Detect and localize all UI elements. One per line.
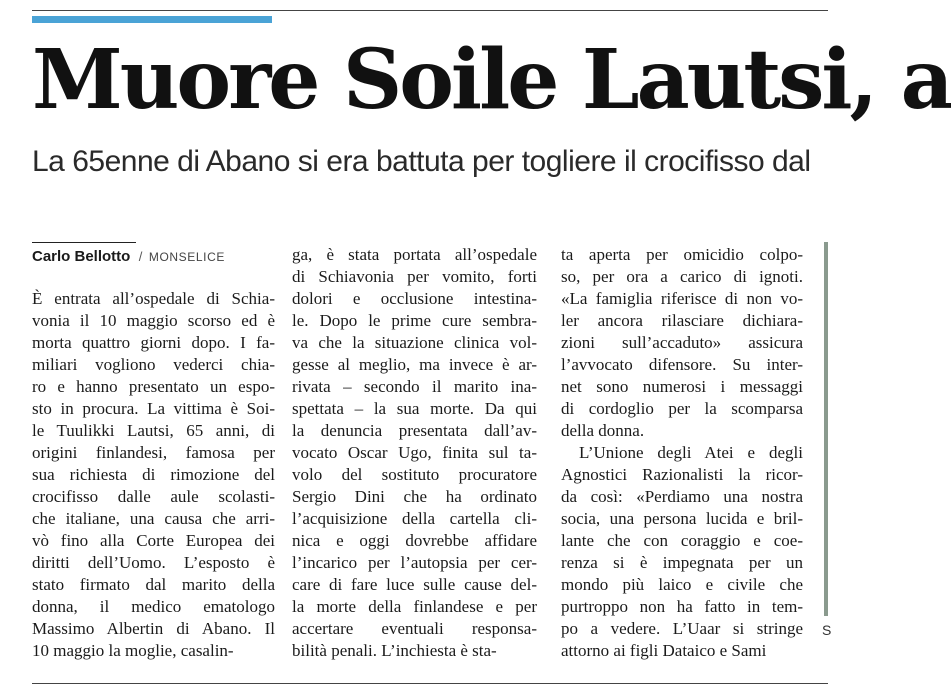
article-line: care di fare luce sulle cause del- bbox=[292, 575, 537, 594]
article-line: purtroppo non ha fatto in tem- bbox=[561, 597, 803, 616]
article-line: stato firmato dal marito della bbox=[32, 575, 275, 594]
article-line: spettata – la sua morte. Da qui bbox=[292, 399, 537, 418]
article-line: diritti dell’Uomo. L’esposto è bbox=[32, 553, 275, 572]
article-line: socia, una persona lucida e bril- bbox=[561, 509, 803, 528]
article-line: zioni sull’accaduto» assicura bbox=[561, 333, 803, 352]
article-line: va che la situazione clinica vol- bbox=[292, 333, 537, 352]
article-line: sua richiesta di rimozione del bbox=[32, 465, 275, 484]
article-line: accertare eventuali responsa- bbox=[292, 619, 537, 638]
article-line: mondo più laico e civile che bbox=[561, 575, 803, 594]
article-line: di cordoglio per la scomparsa bbox=[561, 399, 803, 418]
article-line: L’Unione degli Atei e degli bbox=[579, 443, 803, 462]
photo-edge bbox=[824, 242, 828, 616]
article-line: l’acquisizione della cartella cli- bbox=[292, 509, 537, 528]
article-line: so, per ora a carico di ignoti. bbox=[561, 267, 803, 286]
byline bbox=[32, 248, 225, 266]
article-column-3 bbox=[561, 244, 803, 662]
article-line: rivata – secondo il marito ina- bbox=[292, 377, 537, 396]
article-line: È entrata all’ospedale di Schia- bbox=[32, 289, 275, 308]
article-line: Sergio Dini che ha ordinato bbox=[292, 487, 537, 506]
article-line: l’avvocato difensore. Su inter- bbox=[561, 355, 803, 374]
article-line: miliari vogliono vederci chia- bbox=[32, 355, 275, 374]
article-line: di Schiavonia per vomito, forti bbox=[292, 267, 537, 286]
photo-caption-fragment: S bbox=[822, 622, 832, 638]
section-accent-bar bbox=[32, 16, 272, 23]
article-line: morta quattro giorni dopo. I fa- bbox=[32, 333, 275, 352]
article-line: dolori e occlusione intestina- bbox=[292, 289, 537, 308]
article-line: le. Dopo le prime cure sembra- bbox=[292, 311, 537, 330]
article-line: po a vedere. L’Uaar si stringe bbox=[561, 619, 803, 638]
article-line: 10 maggio la moglie, casalin- bbox=[32, 641, 234, 660]
article-line: della donna. bbox=[561, 421, 645, 440]
article-line: l’incarico per l’autopsia per cer- bbox=[292, 553, 537, 572]
article-line: bilità penali. L’inchiesta è sta- bbox=[292, 641, 497, 660]
byline-rule bbox=[32, 242, 136, 243]
article-line: vonia il 10 maggio scorso ed è bbox=[32, 311, 275, 330]
article-line: nica e oggi dovrebbe affidare bbox=[292, 531, 537, 550]
article-line: sto in procura. La vittima è Soi- bbox=[32, 399, 275, 418]
article-line: da così: «Perdiamo una nostra bbox=[561, 487, 803, 506]
article-line: ler ancora rilasciare dichiara- bbox=[561, 311, 803, 330]
article-line: vò fino alla Corte Europea dei bbox=[32, 531, 275, 550]
article-line: Massimo Albertin di Abano. Il bbox=[32, 619, 275, 638]
article-line: gesse al meglio, ma invece è ar- bbox=[292, 355, 537, 374]
article-line: la morte della finlandese e per bbox=[292, 597, 537, 616]
article-line: ga, è stata portata all’ospedale bbox=[292, 245, 537, 264]
byline-location: MONSELICE bbox=[148, 250, 225, 264]
article-line: che italiane, una causa che arri- bbox=[32, 509, 275, 528]
bottom-rule bbox=[32, 683, 828, 684]
article-column-2 bbox=[292, 244, 537, 662]
article-line: la denuncia presentata dall’av- bbox=[292, 421, 537, 440]
article-line: origini finlandesi, famosa per bbox=[32, 443, 275, 462]
article-line: renza si è impegnata per un bbox=[561, 553, 803, 572]
article-line: donna, il medico ematologo bbox=[32, 597, 275, 616]
article-line: crocifisso dalle aule scolasti- bbox=[32, 487, 275, 506]
byline-author: Carlo Bellotto bbox=[32, 248, 131, 265]
article-line: net sono numerosi i messaggi bbox=[561, 377, 803, 396]
article-line: ro e hanno presentato un espo- bbox=[32, 377, 275, 396]
article-line: attorno ai figli Dataico e Sami bbox=[561, 641, 767, 660]
article-column-1 bbox=[32, 288, 275, 662]
article-line: ta aperta per omicidio colpo- bbox=[561, 245, 803, 264]
article-line: «La famiglia riferisce di non vo- bbox=[561, 289, 803, 308]
article-line: vocato Oscar Ugo, finita sul ta- bbox=[292, 443, 537, 462]
subheadline: La 65enne di Abano si era battuta per togliere il crocifisso dal bbox=[32, 145, 811, 178]
headline: Muore Soile Lautsi, a bbox=[32, 32, 951, 128]
article-line: lante che con coraggio e coe- bbox=[561, 531, 803, 550]
article-line: le Tuulikki Lautsi, 65 anni, di bbox=[32, 421, 275, 440]
byline-separator: / bbox=[138, 249, 143, 264]
article-line: volo del sostituto procuratore bbox=[292, 465, 537, 484]
article-line: Agnostici Razionalisti la ricor- bbox=[561, 465, 803, 484]
top-rule bbox=[32, 10, 828, 11]
